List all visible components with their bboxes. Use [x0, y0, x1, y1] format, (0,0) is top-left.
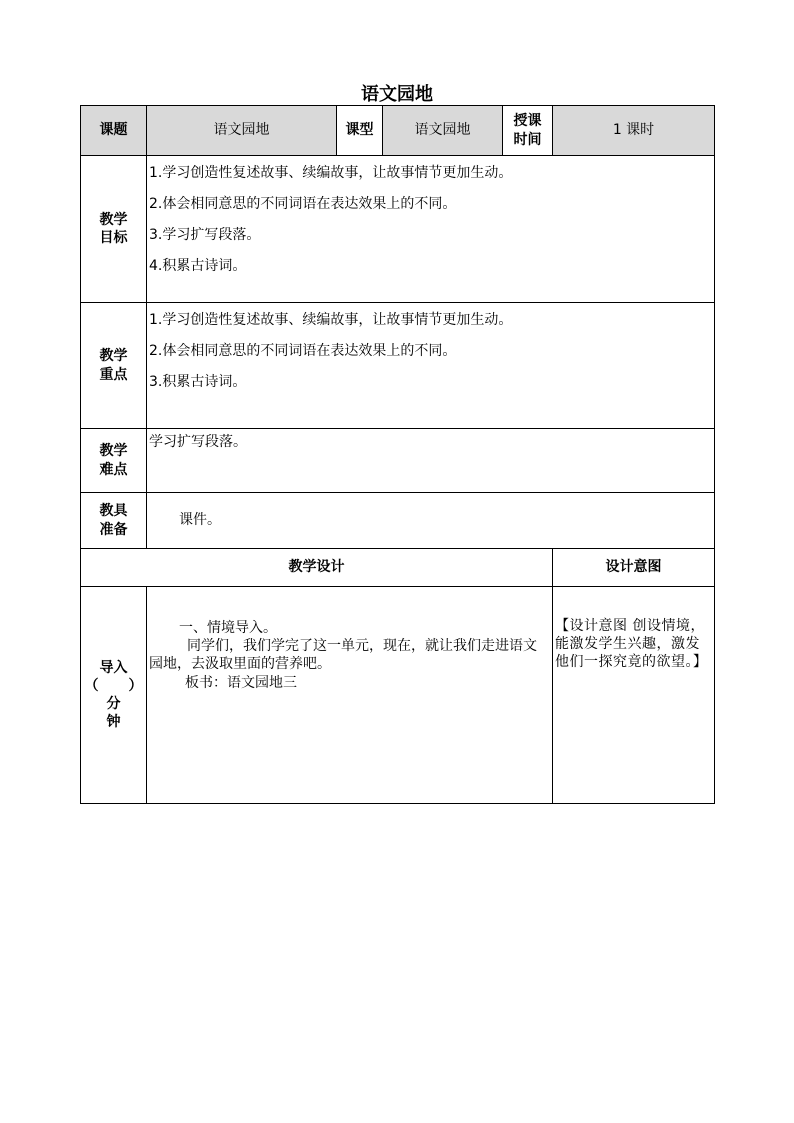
- focus-content: [147, 303, 715, 429]
- goals-label: 教学 目标: [81, 156, 147, 303]
- difficulty-text: 学习扩写段落。: [149, 434, 247, 450]
- time-label-line1: 授课: [513, 113, 542, 130]
- page-title: 语文园地: [361, 84, 433, 105]
- time-label: [503, 106, 553, 156]
- focus-row: [81, 303, 715, 429]
- intro-board: 板书：语文园地三: [185, 674, 297, 691]
- time-value: 1 课时: [553, 106, 715, 156]
- goal-item: 1.学习创造性复述故事、续编故事，让故事情节更加生动。: [149, 165, 513, 181]
- difficulty-label: 教学 难点: [81, 429, 147, 493]
- intro-paragraph: 同学们，我们学完了这一单元，现在，就让我们走进语文园地，去汲取里面的营养吧。: [149, 638, 537, 673]
- tools-content: 课件。: [147, 493, 715, 549]
- tools-label: 教具 准备: [81, 493, 147, 549]
- goal-item: 3.学习扩写段落。: [149, 227, 261, 243]
- difficulty-row: [81, 429, 715, 493]
- intro-label: 导入 （ ）分 钟: [81, 587, 147, 804]
- time-label-line2: 时间: [513, 131, 542, 148]
- type-value: 语文园地: [383, 106, 503, 156]
- topic-value: 语文园地: [147, 106, 337, 156]
- focus-item: 3.积累古诗词。: [149, 374, 247, 390]
- intro-design: [147, 587, 553, 804]
- goals-row: [81, 156, 715, 303]
- design-header: 教学设计: [81, 549, 553, 587]
- intro-step: 一、情境导入。: [179, 620, 277, 636]
- goals-content: [147, 156, 715, 303]
- focus-label: 教学 重点: [81, 303, 147, 429]
- difficulty-content: [147, 429, 715, 493]
- intro-row: [81, 587, 715, 804]
- section-header-row: [81, 549, 715, 587]
- goal-item: 4.积累古诗词。: [149, 258, 247, 274]
- goal-item: 2.体会相同意思的不同词语在表达效果上的不同。: [149, 196, 457, 212]
- focus-item: 1.学习创造性复述故事、续编故事，让故事情节更加生动。: [149, 312, 513, 328]
- type-label: 课型: [337, 106, 383, 156]
- lesson-plan-table: [80, 105, 715, 804]
- focus-item: 2.体会相同意思的不同词语在表达效果上的不同。: [149, 343, 457, 359]
- header-row: [81, 106, 715, 156]
- topic-label: 课题: [81, 106, 147, 156]
- tools-row: [81, 493, 715, 549]
- intro-intent: 【设计意图 创设情境，能激发学生兴趣，激发他们一探究竟的欲望。】: [553, 587, 715, 804]
- intent-header: 设计意图: [553, 549, 715, 587]
